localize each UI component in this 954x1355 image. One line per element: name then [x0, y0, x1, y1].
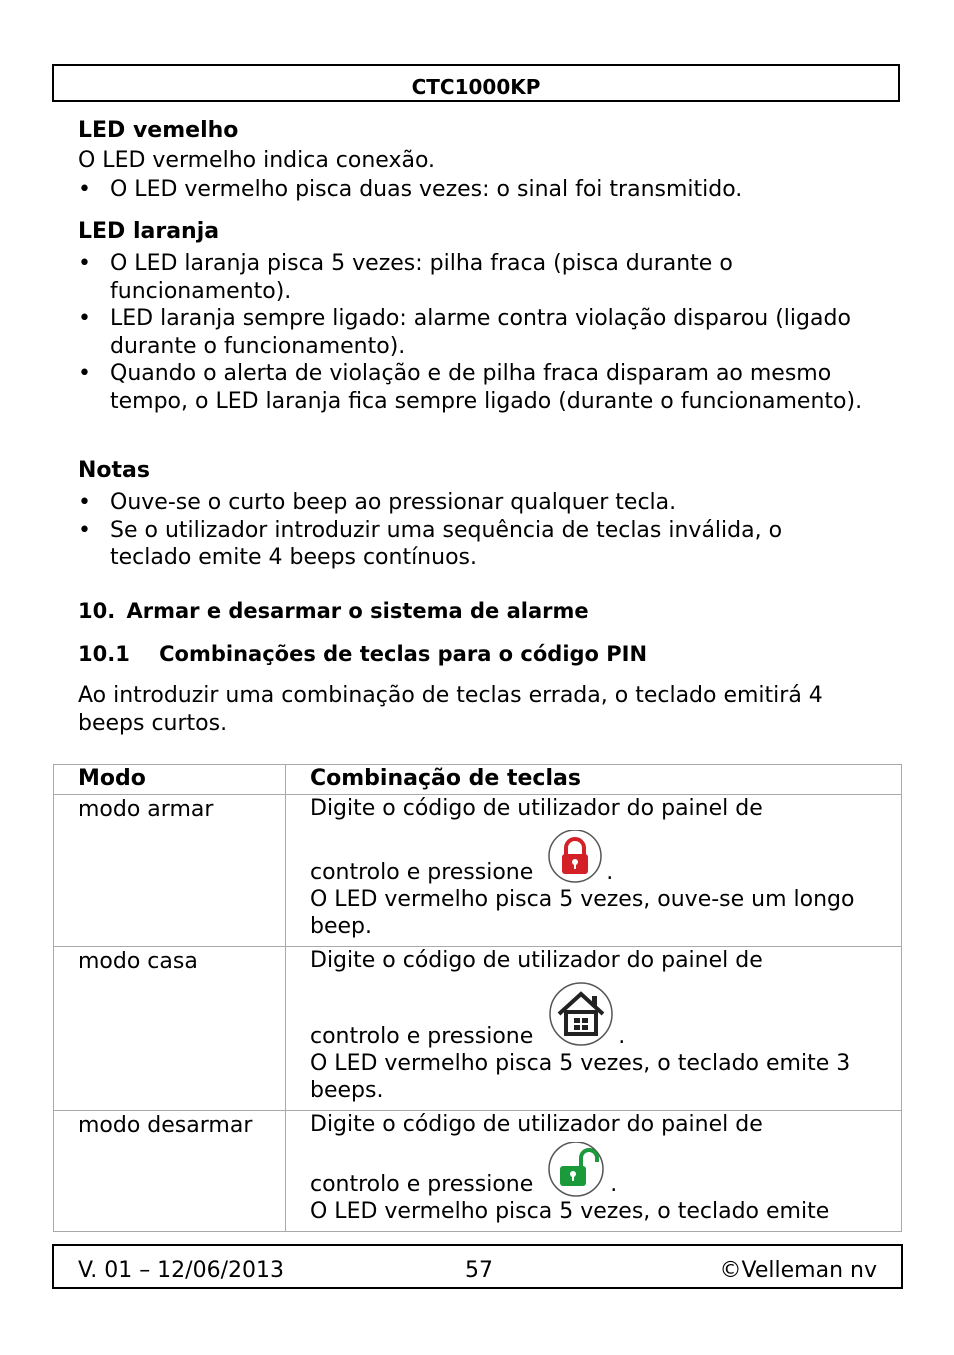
- led-red-heading: LED vemelho: [78, 118, 239, 143]
- led-red-intro: O LED vermelho indica conexão.: [78, 148, 436, 173]
- instruction-line: controlo e pressione: [310, 1172, 534, 1197]
- led-red-list: [78, 176, 868, 204]
- led-orange-list: [78, 250, 873, 415]
- header-mode: Modo: [54, 765, 286, 795]
- section-number: 10.1: [78, 642, 130, 666]
- list-item: • O LED vermelho pisca duas vezes: o sinal foi transmitido.: [78, 176, 868, 204]
- instruction-line: controlo e pressione: [310, 860, 534, 885]
- instruction-result: O LED vermelho pisca 5 vezes, ouve-se um longo beep.: [310, 887, 855, 939]
- table-row: [54, 1111, 902, 1232]
- mode-cell: modo armar: [78, 797, 214, 822]
- section-10-1-intro: Ao introduzir uma combinação de teclas errada, o teclado emitirá 4 beeps curtos.: [78, 683, 823, 736]
- list-item: • Ouve-se o curto beep ao pressionar qualquer tecla.: [78, 489, 868, 517]
- table-header-row: [54, 765, 902, 795]
- footer-version: V. 01 – 12/06/2013: [78, 1258, 284, 1283]
- table-row: [54, 947, 902, 1111]
- header-box: [52, 64, 900, 102]
- notes-heading: Notas: [78, 458, 150, 483]
- section-title: Armar e desarmar o sistema de alarme: [126, 599, 589, 623]
- header-combo: Combinação de teclas: [286, 765, 902, 795]
- list-item: • Se o utilizador introduzir uma sequência de teclas inválida, o teclado emite 4 beeps contínuos.: [78, 517, 868, 572]
- list-item: • Quando o alerta de violação e de pilha fraca disparam ao mesmo tempo, o LED laranja fica sempre ligado (durante o funcionamento).: [78, 360, 873, 415]
- table-row: [54, 795, 902, 947]
- led-orange-heading: LED laranja: [78, 219, 220, 244]
- period: .: [618, 1024, 626, 1049]
- period: .: [610, 1172, 618, 1197]
- instruction-result: O LED vermelho pisca 5 vezes, o teclado emite: [310, 1199, 830, 1224]
- section-number: 10.: [78, 599, 116, 623]
- section-10-1-heading: [78, 642, 647, 666]
- instruction-result: O LED vermelho pisca 5 vezes, o teclado emite 3 beeps.: [310, 1051, 851, 1103]
- section-10-heading: [78, 599, 589, 623]
- key-combination-table: [53, 764, 902, 1232]
- list-item: • LED laranja sempre ligado: alarme contra violação disparou (ligado durante o funcionamento).: [78, 305, 873, 360]
- footer-copyright: ©Velleman nv: [719, 1258, 877, 1283]
- lock-icon: [547, 830, 603, 886]
- instruction-line: Digite o código de utilizador do painel de: [310, 948, 763, 973]
- document-title: CTC1000KP: [411, 75, 541, 99]
- instruction-line: Digite o código de utilizador do painel de: [310, 1112, 763, 1137]
- home-icon: [547, 982, 615, 1050]
- instruction-line: Digite o código de utilizador do painel de: [310, 796, 763, 821]
- mode-cell: modo casa: [78, 949, 198, 974]
- list-item: • O LED laranja pisca 5 vezes: pilha fraca (pisca durante o funcionamento).: [78, 250, 873, 305]
- mode-cell: modo desarmar: [78, 1113, 253, 1138]
- page-number: 57: [465, 1258, 493, 1283]
- unlock-icon: [547, 1142, 607, 1198]
- footer: [52, 1244, 903, 1289]
- instruction-line: controlo e pressione: [310, 1024, 534, 1049]
- section-title: Combinações de teclas para o código PIN: [159, 642, 648, 666]
- period: .: [606, 860, 614, 885]
- notes-list: [78, 489, 868, 572]
